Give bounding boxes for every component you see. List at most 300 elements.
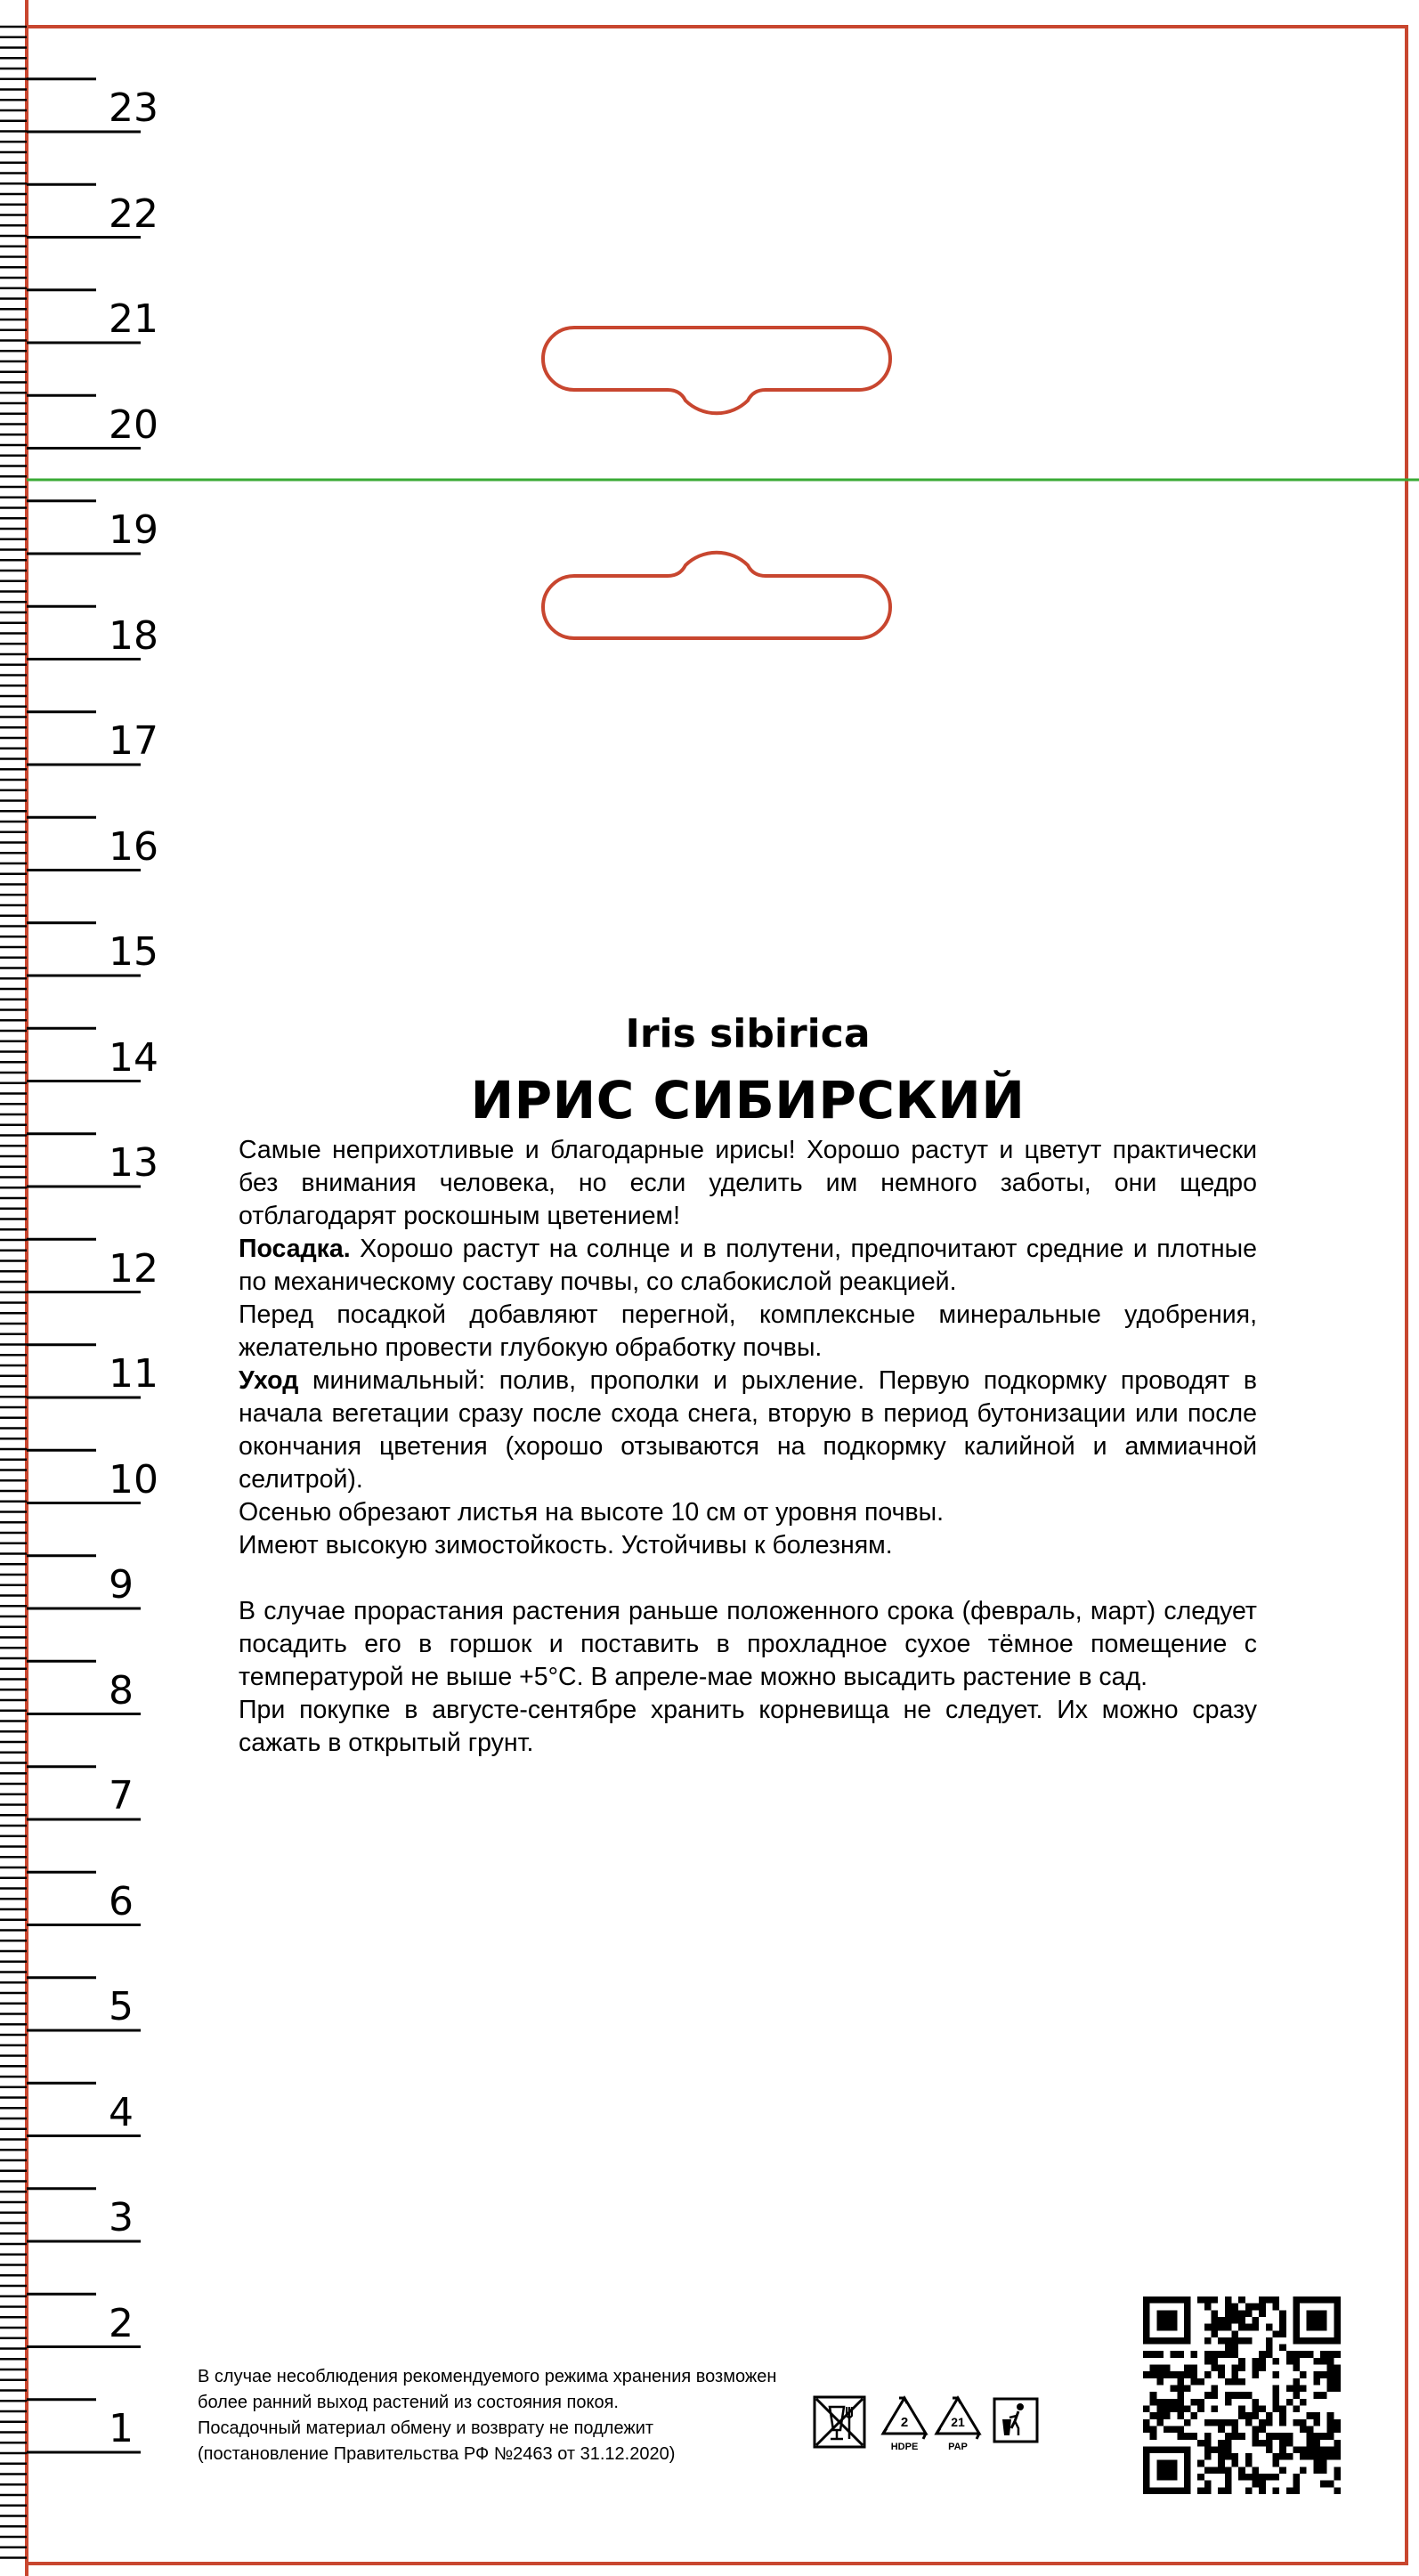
ruler-number: 14 (109, 1034, 158, 1081)
qr-module (1252, 2405, 1259, 2412)
trash-bin-icon (992, 2396, 1040, 2444)
qr-module (1218, 2419, 1225, 2426)
care-text: минимальный: полив, прополки и рыхление. Первую подкормку проводят в начала вегетации сразу после схода снега, вторую в период бутонизации или после окончания цветения (хорошо отзываются на подкормку калийной и аммиачной селитрой). (239, 1366, 1257, 1494)
qr-module (1177, 2297, 1184, 2304)
qr-module (1232, 2345, 1239, 2352)
qr-module (1252, 2358, 1259, 2365)
qr-module (1245, 2304, 1253, 2311)
hdpe-label: HDPE (890, 2442, 919, 2452)
qr-module (1307, 2351, 1314, 2358)
qr-module (1259, 2481, 1266, 2488)
qr-module (1334, 2371, 1341, 2378)
qr-module (1232, 2351, 1239, 2358)
qr-module (1150, 2337, 1157, 2345)
qr-module (1327, 2481, 1334, 2488)
ruler-number: 9 (109, 1562, 134, 1608)
qr-module (1225, 2310, 1232, 2317)
qr-module (1218, 2365, 1225, 2372)
qr-module (1184, 2386, 1191, 2393)
qr-module (1259, 2419, 1266, 2426)
qr-module (1293, 2304, 1300, 2311)
qr-module (1150, 2297, 1157, 2304)
qr-module (1279, 2433, 1286, 2440)
qr-module (1327, 2297, 1334, 2304)
qr-module (1327, 2351, 1334, 2358)
qr-module (1164, 2310, 1171, 2317)
qr-module (1313, 2378, 1320, 2386)
qr-module (1143, 2324, 1150, 2331)
early-sprouting-paragraph: В случае прорастания растения раньше положенного срока (февраль, март) следует посадить его в горшок и поставить в прохладное сухое тёмное помещение с температурой не выше +5°С. В апреле-мае можно высадить растение в сад. (239, 1597, 1257, 1691)
qr-module (1327, 2446, 1334, 2453)
qr-module (1272, 2330, 1279, 2337)
qr-module (1293, 2351, 1300, 2358)
qr-module (1252, 2304, 1259, 2311)
qr-module (1191, 2371, 1198, 2378)
qr-module (1204, 2351, 1212, 2358)
qr-module (1266, 2446, 1273, 2453)
qr-module (1156, 2378, 1164, 2386)
qr-module (1143, 2371, 1150, 2378)
recycle-hdpe-icon (880, 2394, 929, 2453)
qr-module (1320, 2467, 1327, 2474)
qr-module (1259, 2365, 1266, 2372)
qr-module (1245, 2412, 1253, 2419)
qr-module (1245, 2324, 1253, 2331)
qr-module (1150, 2446, 1157, 2453)
qr-module (1218, 2426, 1225, 2433)
qr-module (1327, 2358, 1334, 2365)
qr-module (1307, 2446, 1314, 2453)
qr-module (1252, 2467, 1259, 2474)
qr-module (1184, 2467, 1191, 2474)
qr-module (1164, 2446, 1171, 2453)
qr-module (1293, 2487, 1300, 2494)
qr-module (1313, 2371, 1320, 2378)
qr-module (1279, 2324, 1286, 2331)
qr-module (1156, 2310, 1164, 2317)
ruler-number: 13 (109, 1140, 158, 1186)
qr-module (1225, 2399, 1232, 2406)
qr-module (1259, 2297, 1266, 2304)
qr-module (1320, 2310, 1327, 2317)
qr-module (1293, 2386, 1300, 2393)
qr-module (1171, 2371, 1178, 2378)
qr-module (1204, 2371, 1212, 2378)
ruler-number: 3 (109, 2195, 134, 2240)
qr-module (1197, 2399, 1204, 2406)
qr-module (1293, 2297, 1300, 2304)
qr-module (1197, 2297, 1204, 2304)
qr-module (1184, 2371, 1191, 2378)
qr-module (1143, 2297, 1150, 2304)
qr-module (1238, 2433, 1245, 2440)
description (239, 1134, 1257, 1760)
qr-module (1204, 2304, 1212, 2311)
qr-module (1334, 2317, 1341, 2324)
qr-module (1232, 2371, 1239, 2378)
hanger-slot-top (543, 328, 890, 413)
qr-module (1212, 2365, 1219, 2372)
qr-module (1171, 2399, 1178, 2406)
qr-module (1204, 2453, 1212, 2460)
qr-module (1184, 2324, 1191, 2331)
qr-module (1327, 2337, 1334, 2345)
qr-module (1293, 2337, 1300, 2345)
qr-module (1184, 2310, 1191, 2317)
pap-label: PAP (948, 2442, 968, 2452)
qr-module (1171, 2487, 1178, 2494)
qr-module (1245, 2453, 1253, 2460)
qr-module (1334, 2467, 1341, 2474)
qr-module (1164, 2487, 1171, 2494)
qr-module (1177, 2392, 1184, 2399)
qr-module (1279, 2453, 1286, 2460)
qr-module (1184, 2304, 1191, 2311)
qr-module (1204, 2433, 1212, 2440)
qr-module (1293, 2481, 1300, 2488)
qr-module (1307, 2317, 1314, 2324)
qr-module (1232, 2426, 1239, 2433)
qr-module (1334, 2330, 1341, 2337)
qr-module (1232, 2337, 1239, 2345)
ruler-number: 15 (109, 929, 158, 975)
qr-module (1218, 2317, 1225, 2324)
qr-module (1177, 2405, 1184, 2412)
qr-module (1197, 2378, 1204, 2386)
ruler-number: 11 (109, 1351, 158, 1397)
qr-module (1272, 2474, 1279, 2481)
qr-module (1177, 2426, 1184, 2433)
qr-module (1164, 2371, 1171, 2378)
qr-module (1279, 2317, 1286, 2324)
qr-module (1279, 2330, 1286, 2337)
qr-module (1212, 2446, 1219, 2453)
qr-module (1171, 2351, 1178, 2358)
qr-module (1266, 2324, 1273, 2331)
qr-module (1164, 2426, 1171, 2433)
qr-module (1334, 2324, 1341, 2331)
qr-module (1177, 2399, 1184, 2406)
qr-module (1164, 2317, 1171, 2324)
qr-module (1238, 2317, 1245, 2324)
qr-module (1177, 2371, 1184, 2378)
qr-module (1307, 2433, 1314, 2440)
qr-module (1259, 2474, 1266, 2481)
qr-module (1300, 2453, 1307, 2460)
qr-module (1320, 2351, 1327, 2358)
qr-module (1197, 2460, 1204, 2467)
qr-module (1245, 2337, 1253, 2345)
qr-module (1191, 2365, 1198, 2372)
qr-module (1191, 2433, 1198, 2440)
qr-module (1320, 2453, 1327, 2460)
qr-module (1259, 2487, 1266, 2494)
qr-module (1225, 2487, 1232, 2494)
qr-module (1300, 2297, 1307, 2304)
qr-module (1225, 2337, 1232, 2345)
ruler-number: 23 (109, 85, 158, 131)
paragraph-gap (239, 1562, 1257, 1595)
footer-line-1: В случае несоблюдения рекомендуемого режима хранения возможен (198, 2367, 777, 2386)
qr-module (1150, 2351, 1157, 2358)
qr-module (1150, 2487, 1157, 2494)
latin-name: Iris sibirica (625, 1011, 871, 1057)
qr-module (1177, 2412, 1184, 2419)
qr-module (1238, 2337, 1245, 2345)
qr-module (1184, 2317, 1191, 2324)
qr-module (1164, 2412, 1171, 2419)
qr-module (1293, 2405, 1300, 2412)
qr-module (1232, 2365, 1239, 2372)
qr-module (1212, 2358, 1219, 2365)
qr-module (1143, 2337, 1150, 2345)
ruler-number: 18 (109, 612, 158, 659)
qr-module (1156, 2399, 1164, 2406)
august-purchase-paragraph: При покупке в августе-сентябре хранить корневища не следует. Их можно сразу сажать в открытый грунт. (239, 1696, 1257, 1757)
qr-module (1293, 2358, 1300, 2365)
qr-module (1272, 2386, 1279, 2393)
qr-module (1266, 2412, 1273, 2419)
qr-module (1334, 2310, 1341, 2317)
qr-module (1143, 2351, 1150, 2358)
qr-module (1252, 2433, 1259, 2440)
qr-module (1212, 2386, 1219, 2393)
qr-module (1164, 2405, 1171, 2412)
qr-module (1177, 2433, 1184, 2440)
qr-module (1327, 2386, 1334, 2393)
qr-module (1177, 2386, 1184, 2393)
qr-module (1164, 2337, 1171, 2345)
qr-module (1313, 2337, 1320, 2345)
qr-module (1286, 2487, 1293, 2494)
ruler-number: 6 (109, 1878, 134, 1924)
qr-module (1238, 2467, 1245, 2474)
qr-module (1334, 2351, 1341, 2358)
qr-module (1218, 2453, 1225, 2460)
qr-module (1212, 2419, 1219, 2426)
qr-module (1259, 2405, 1266, 2412)
qr-module (1272, 2392, 1279, 2399)
qr-module (1334, 2365, 1341, 2372)
qr-module (1191, 2351, 1198, 2358)
ruler-number: 22 (109, 190, 158, 237)
qr-module (1156, 2446, 1164, 2453)
qr-module (1334, 2304, 1341, 2311)
qr-module (1184, 2453, 1191, 2460)
qr-module (1143, 2405, 1150, 2412)
qr-module (1150, 2412, 1157, 2419)
qr-module (1171, 2297, 1178, 2304)
footer-note (198, 2364, 803, 2467)
ruler-number: 1 (109, 2406, 134, 2451)
qr-module (1197, 2474, 1204, 2481)
qr-module (1286, 2433, 1293, 2440)
qr-module (1232, 2378, 1239, 2386)
qr-module (1225, 2297, 1232, 2304)
qr-module (1156, 2297, 1164, 2304)
qr-module (1313, 2419, 1320, 2426)
qr-module (1279, 2412, 1286, 2419)
qr-module (1252, 2399, 1259, 2406)
qr-module (1225, 2378, 1232, 2386)
qr-module (1307, 2440, 1314, 2447)
qr-module (1327, 2419, 1334, 2426)
qr-module (1293, 2392, 1300, 2399)
qr-module (1225, 2324, 1232, 2331)
qr-module (1286, 2440, 1293, 2447)
qr-module (1184, 2405, 1191, 2412)
qr-module (1327, 2371, 1334, 2378)
qr-module (1266, 2440, 1273, 2447)
qr-module (1191, 2378, 1198, 2386)
qr-module (1156, 2371, 1164, 2378)
qr-module (1320, 2433, 1327, 2440)
ruler-number: 17 (109, 718, 158, 764)
qr-module (1313, 2440, 1320, 2447)
qr-module (1293, 2474, 1300, 2481)
qr-module (1204, 2358, 1212, 2365)
qr-module (1307, 2426, 1314, 2433)
qr-module (1272, 2371, 1279, 2378)
recycle-pap-icon (933, 2394, 983, 2453)
qr-module (1171, 2386, 1178, 2393)
qr-module (1218, 2351, 1225, 2358)
qr-module (1293, 2324, 1300, 2331)
qr-module (1171, 2317, 1178, 2324)
qr-module (1334, 2378, 1341, 2386)
qr-module (1218, 2446, 1225, 2453)
qr-module (1307, 2310, 1314, 2317)
qr-module (1156, 2467, 1164, 2474)
qr-module (1334, 2453, 1341, 2460)
qr-module (1266, 2337, 1273, 2345)
qr-module (1197, 2440, 1204, 2447)
qr-module (1327, 2433, 1334, 2440)
qr-module (1313, 2433, 1320, 2440)
qr-module (1313, 2453, 1320, 2460)
qr-module (1143, 2474, 1150, 2481)
qr-module (1156, 2365, 1164, 2372)
qr-module (1252, 2426, 1259, 2433)
qr-module (1238, 2474, 1245, 2481)
care-title: Уход (239, 1366, 299, 1395)
qr-module (1272, 2453, 1279, 2460)
qr-module (1156, 2419, 1164, 2426)
qr-module (1184, 2460, 1191, 2467)
qr-module (1232, 2310, 1239, 2317)
qr-module (1232, 2392, 1239, 2399)
qr-module (1293, 2365, 1300, 2372)
qr-module (1225, 2446, 1232, 2453)
qr-module (1232, 2304, 1239, 2311)
qr-module (1334, 2426, 1341, 2433)
qr-module (1252, 2474, 1259, 2481)
qr-module (1313, 2310, 1320, 2317)
qr-module (1279, 2446, 1286, 2453)
qr-module (1266, 2345, 1273, 2352)
qr-module (1225, 2481, 1232, 2488)
qr-module (1313, 2324, 1320, 2331)
qr-module (1156, 2412, 1164, 2419)
qr-module (1184, 2446, 1191, 2453)
qr-module (1156, 2351, 1164, 2358)
autumn-paragraph: Осенью обрезают листья на высоте 10 см от уровня почвы. (239, 1498, 945, 1527)
qr-module (1266, 2474, 1273, 2481)
qr-module (1184, 2365, 1191, 2372)
qr-module (1150, 2365, 1157, 2372)
qr-module (1212, 2297, 1219, 2304)
qr-module (1327, 2412, 1334, 2419)
qr-module (1259, 2358, 1266, 2365)
qr-module (1150, 2392, 1157, 2399)
qr-module (1225, 2345, 1232, 2352)
qr-module (1143, 2304, 1150, 2311)
qr-module (1286, 2453, 1293, 2460)
qr-module (1327, 2426, 1334, 2433)
qr-module (1225, 2433, 1232, 2440)
russian-name: ИРИС СИБИРСКИЙ (470, 1070, 1026, 1130)
ruler-number: 20 (109, 401, 158, 448)
qr-module (1218, 2337, 1225, 2345)
ruler-number: 2 (109, 2300, 134, 2346)
qr-module (1212, 2467, 1219, 2474)
qr-module (1238, 2358, 1245, 2365)
qr-module (1204, 2487, 1212, 2494)
qr-module (1204, 2297, 1212, 2304)
qr-module (1279, 2345, 1286, 2352)
ruler-number: 12 (109, 1245, 158, 1292)
qr-module (1238, 2378, 1245, 2386)
qr-module (1286, 2358, 1293, 2365)
qr-module (1171, 2426, 1178, 2433)
qr-module (1300, 2351, 1307, 2358)
qr-module (1272, 2433, 1279, 2440)
qr-module (1313, 2358, 1320, 2365)
pap-number: 21 (951, 2415, 965, 2429)
qr-module (1266, 2297, 1273, 2304)
qr-module (1320, 2460, 1327, 2467)
qr-module (1313, 2446, 1320, 2453)
qr-module (1156, 2337, 1164, 2345)
qr-module (1218, 2467, 1225, 2474)
footer-line-4: (постановление Правительства РФ №2463 от 31.12.2020) (198, 2444, 676, 2464)
qr-module (1171, 2337, 1178, 2345)
qr-module (1279, 2310, 1286, 2317)
qr-module (1252, 2324, 1259, 2331)
qr-module (1150, 2371, 1157, 2378)
qr-module (1334, 2474, 1341, 2481)
qr-module (1164, 2365, 1171, 2372)
qr-module (1197, 2487, 1204, 2494)
qr-module (1171, 2460, 1178, 2467)
hardiness-paragraph: Имеют высокую зимостойкость. Устойчивы к болезням. (239, 1531, 893, 1559)
planting-paragraph (239, 1233, 1257, 1299)
qr-module (1143, 2487, 1150, 2494)
footer-line-2: более ранний выход растений из состояния покоя. (198, 2393, 619, 2412)
qr-module (1225, 2467, 1232, 2474)
qr-module (1272, 2399, 1279, 2406)
qr-module (1293, 2419, 1300, 2426)
qr-module (1184, 2297, 1191, 2304)
before-planting-paragraph: Перед посадкой добавляют перегной, комплексные минеральные удобрения, желательно провести глубокую обработку почвы. (239, 1300, 1257, 1362)
qr-module (1300, 2419, 1307, 2426)
qr-module (1225, 2419, 1232, 2426)
qr-module (1320, 2392, 1327, 2399)
qr-module (1143, 2467, 1150, 2474)
qr-module (1266, 2433, 1273, 2440)
qr-module (1212, 2351, 1219, 2358)
ruler-number: 21 (109, 296, 158, 342)
